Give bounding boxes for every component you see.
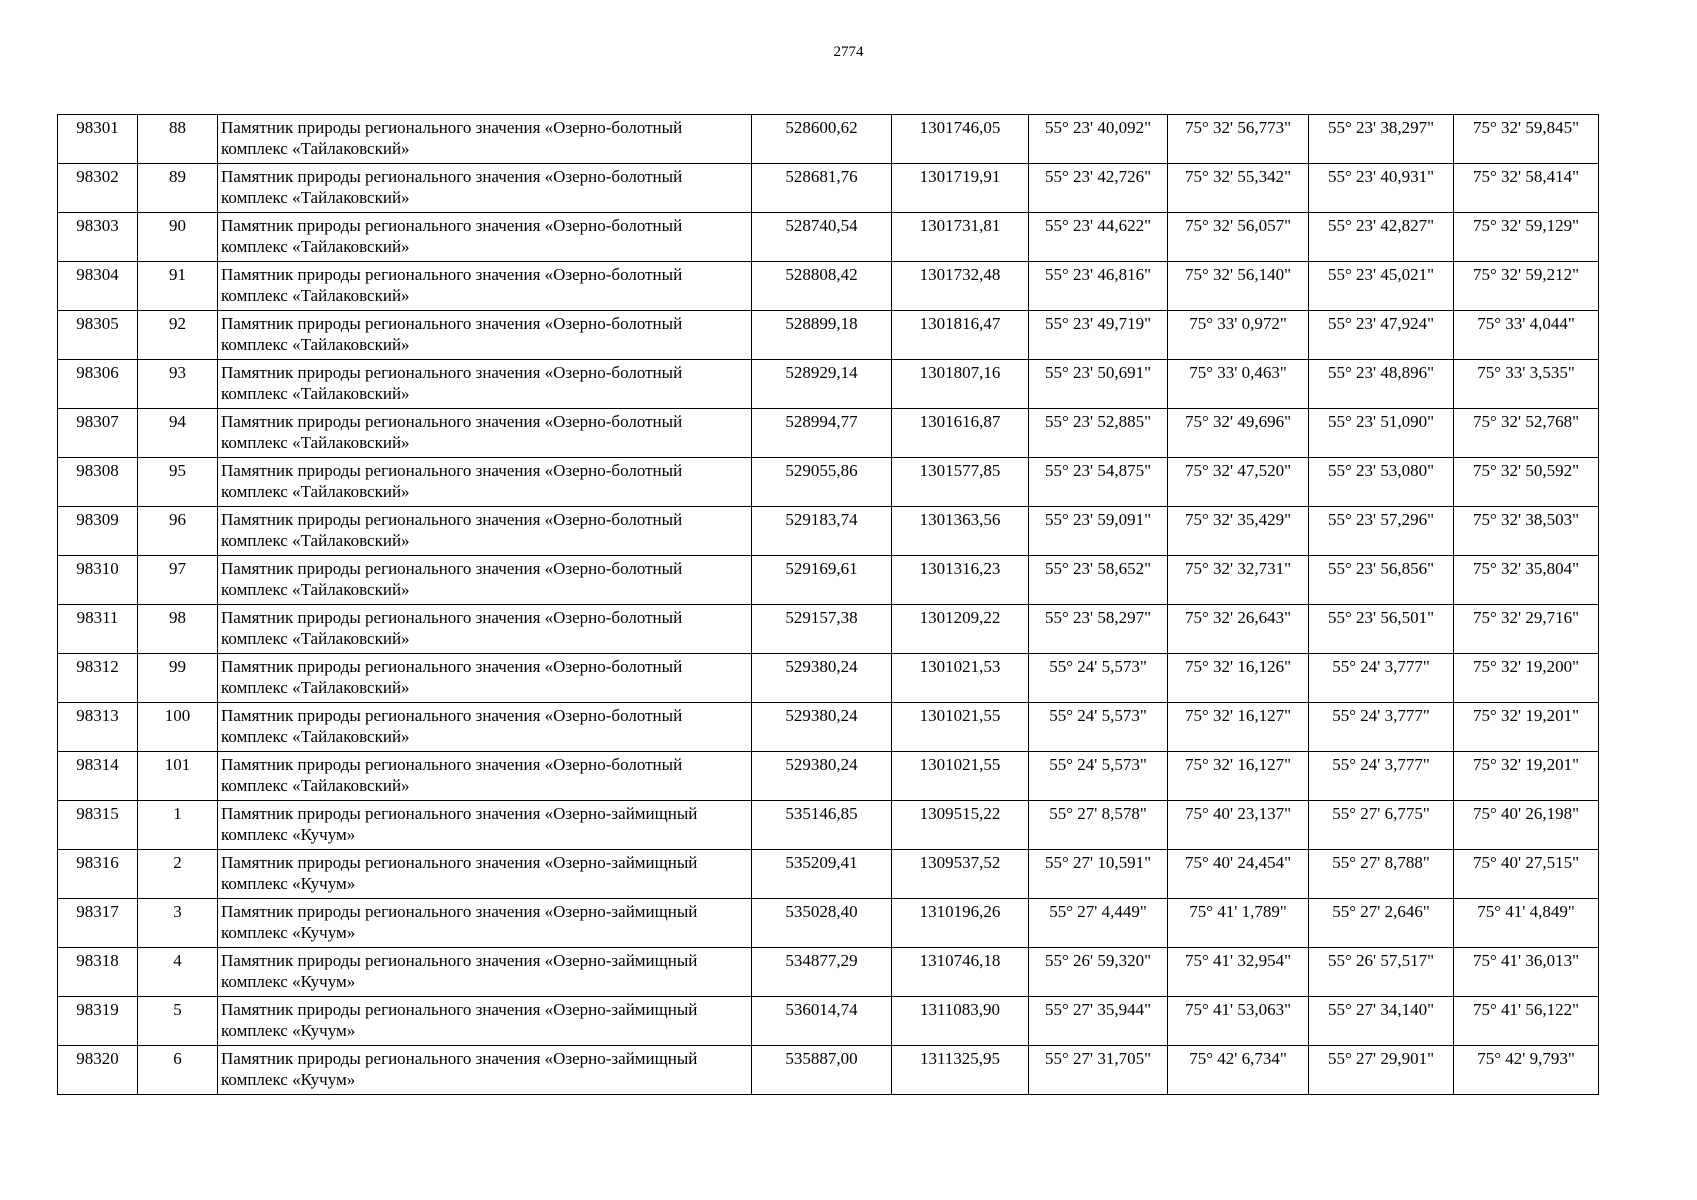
- cell-y-coordinate: 1301577,85: [892, 458, 1029, 507]
- cell-latitude-2: 55° 24' 3,777": [1309, 654, 1454, 703]
- table-row: [58, 703, 1599, 752]
- cell-latitude-2: 55° 23' 51,090": [1309, 409, 1454, 458]
- table-row: [58, 164, 1599, 213]
- cell-record-id: 98301: [58, 115, 138, 164]
- cell-longitude-2: 75° 33' 3,535": [1454, 360, 1599, 409]
- cell-latitude-2: 55° 24' 3,777": [1309, 703, 1454, 752]
- cell-longitude-2: 75° 32' 59,129": [1454, 213, 1599, 262]
- cell-point-number: 91: [138, 262, 218, 311]
- cell-x-coordinate: 528899,18: [752, 311, 892, 360]
- cell-x-coordinate: 535146,85: [752, 801, 892, 850]
- cell-point-number: 88: [138, 115, 218, 164]
- cell-object-name: Памятник природы регионального значения «Озерно-болотный комплекс «Тайлаковский»: [218, 556, 752, 605]
- cell-object-name: Памятник природы регионального значения «Озерно-займищный комплекс «Кучум»: [218, 1046, 752, 1095]
- cell-latitude-1: 55° 24' 5,573": [1029, 654, 1168, 703]
- table-row: [58, 752, 1599, 801]
- cell-y-coordinate: 1301316,23: [892, 556, 1029, 605]
- cell-longitude-1: 75° 32' 55,342": [1168, 164, 1309, 213]
- cell-y-coordinate: 1301731,81: [892, 213, 1029, 262]
- cell-longitude-1: 75° 32' 47,520": [1168, 458, 1309, 507]
- cell-latitude-1: 55° 23' 49,719": [1029, 311, 1168, 360]
- cell-longitude-1: 75° 32' 56,773": [1168, 115, 1309, 164]
- cell-object-name: Памятник природы регионального значения «Озерно-болотный комплекс «Тайлаковский»: [218, 360, 752, 409]
- cell-latitude-1: 55° 23' 46,816": [1029, 262, 1168, 311]
- cell-x-coordinate: 529380,24: [752, 654, 892, 703]
- cell-object-name: Памятник природы регионального значения «Озерно-займищный комплекс «Кучум»: [218, 899, 752, 948]
- table-row: [58, 507, 1599, 556]
- cell-longitude-2: 75° 32' 50,592": [1454, 458, 1599, 507]
- cell-object-name: Памятник природы регионального значения «Озерно-болотный комплекс «Тайлаковский»: [218, 654, 752, 703]
- cell-longitude-2: 75° 32' 19,201": [1454, 752, 1599, 801]
- cell-record-id: 98316: [58, 850, 138, 899]
- cell-record-id: 98305: [58, 311, 138, 360]
- cell-point-number: 89: [138, 164, 218, 213]
- cell-latitude-2: 55° 24' 3,777": [1309, 752, 1454, 801]
- cell-record-id: 98317: [58, 899, 138, 948]
- cell-longitude-1: 75° 42' 6,734": [1168, 1046, 1309, 1095]
- cell-latitude-2: 55° 23' 45,021": [1309, 262, 1454, 311]
- cell-y-coordinate: 1311083,90: [892, 997, 1029, 1046]
- cell-longitude-1: 75° 41' 32,954": [1168, 948, 1309, 997]
- cell-object-name: Памятник природы регионального значения «Озерно-болотный комплекс «Тайлаковский»: [218, 703, 752, 752]
- cell-y-coordinate: 1301363,56: [892, 507, 1029, 556]
- cell-latitude-2: 55° 27' 6,775": [1309, 801, 1454, 850]
- cell-y-coordinate: 1301616,87: [892, 409, 1029, 458]
- cell-object-name: Памятник природы регионального значения «Озерно-займищный комплекс «Кучум»: [218, 948, 752, 997]
- cell-latitude-2: 55° 27' 29,901": [1309, 1046, 1454, 1095]
- cell-longitude-2: 75° 32' 59,845": [1454, 115, 1599, 164]
- cell-object-name: Памятник природы регионального значения «Озерно-болотный комплекс «Тайлаковский»: [218, 262, 752, 311]
- table-row: [58, 409, 1599, 458]
- cell-longitude-2: 75° 33' 4,044": [1454, 311, 1599, 360]
- cell-latitude-2: 55° 27' 34,140": [1309, 997, 1454, 1046]
- page-number: 2774: [833, 44, 864, 60]
- cell-longitude-1: 75° 32' 49,696": [1168, 409, 1309, 458]
- cell-y-coordinate: 1309515,22: [892, 801, 1029, 850]
- cell-record-id: 98314: [58, 752, 138, 801]
- cell-latitude-1: 55° 23' 59,091": [1029, 507, 1168, 556]
- cell-point-number: 3: [138, 899, 218, 948]
- cell-x-coordinate: 529380,24: [752, 703, 892, 752]
- cell-longitude-2: 75° 42' 9,793": [1454, 1046, 1599, 1095]
- cell-object-name: Памятник природы регионального значения «Озерно-болотный комплекс «Тайлаковский»: [218, 115, 752, 164]
- table-row: [58, 948, 1599, 997]
- cell-y-coordinate: 1301807,16: [892, 360, 1029, 409]
- cell-longitude-2: 75° 40' 26,198": [1454, 801, 1599, 850]
- cell-y-coordinate: 1301021,53: [892, 654, 1029, 703]
- cell-latitude-1: 55° 23' 52,885": [1029, 409, 1168, 458]
- cell-longitude-2: 75° 32' 19,201": [1454, 703, 1599, 752]
- table-row: [58, 605, 1599, 654]
- table-row: [58, 997, 1599, 1046]
- cell-x-coordinate: 536014,74: [752, 997, 892, 1046]
- cell-record-id: 98309: [58, 507, 138, 556]
- cell-object-name: Памятник природы регионального значения «Озерно-болотный комплекс «Тайлаковский»: [218, 311, 752, 360]
- cell-point-number: 101: [138, 752, 218, 801]
- cell-record-id: 98320: [58, 1046, 138, 1095]
- cell-point-number: 93: [138, 360, 218, 409]
- cell-y-coordinate: 1301021,55: [892, 703, 1029, 752]
- cell-longitude-2: 75° 41' 4,849": [1454, 899, 1599, 948]
- table-row: [58, 899, 1599, 948]
- cell-latitude-1: 55° 27' 4,449": [1029, 899, 1168, 948]
- cell-y-coordinate: 1301719,91: [892, 164, 1029, 213]
- table-row: [58, 654, 1599, 703]
- cell-x-coordinate: 529055,86: [752, 458, 892, 507]
- cell-y-coordinate: 1309537,52: [892, 850, 1029, 899]
- cell-point-number: 94: [138, 409, 218, 458]
- cell-x-coordinate: 529183,74: [752, 507, 892, 556]
- table-row: [58, 262, 1599, 311]
- cell-object-name: Памятник природы регионального значения «Озерно-займищный комплекс «Кучум»: [218, 850, 752, 899]
- cell-latitude-1: 55° 23' 44,622": [1029, 213, 1168, 262]
- cell-record-id: 98312: [58, 654, 138, 703]
- cell-point-number: 96: [138, 507, 218, 556]
- cell-x-coordinate: 535209,41: [752, 850, 892, 899]
- coordinates-table: [57, 114, 1599, 1095]
- cell-record-id: 98310: [58, 556, 138, 605]
- cell-longitude-1: 75° 33' 0,972": [1168, 311, 1309, 360]
- cell-latitude-2: 55° 23' 56,856": [1309, 556, 1454, 605]
- cell-longitude-1: 75° 32' 56,057": [1168, 213, 1309, 262]
- cell-record-id: 98318: [58, 948, 138, 997]
- cell-longitude-2: 75° 32' 59,212": [1454, 262, 1599, 311]
- cell-point-number: 95: [138, 458, 218, 507]
- table-row: [58, 311, 1599, 360]
- cell-x-coordinate: 529157,38: [752, 605, 892, 654]
- cell-y-coordinate: 1310196,26: [892, 899, 1029, 948]
- cell-longitude-1: 75° 41' 53,063": [1168, 997, 1309, 1046]
- cell-x-coordinate: 528994,77: [752, 409, 892, 458]
- cell-y-coordinate: 1310746,18: [892, 948, 1029, 997]
- cell-latitude-1: 55° 23' 40,092": [1029, 115, 1168, 164]
- table-row: [58, 213, 1599, 262]
- cell-x-coordinate: 528600,62: [752, 115, 892, 164]
- cell-record-id: 98306: [58, 360, 138, 409]
- cell-object-name: Памятник природы регионального значения «Озерно-болотный комплекс «Тайлаковский»: [218, 164, 752, 213]
- cell-x-coordinate: 534877,29: [752, 948, 892, 997]
- cell-point-number: 4: [138, 948, 218, 997]
- cell-point-number: 1: [138, 801, 218, 850]
- cell-y-coordinate: 1301732,48: [892, 262, 1029, 311]
- cell-longitude-1: 75° 32' 35,429": [1168, 507, 1309, 556]
- cell-latitude-2: 55° 23' 47,924": [1309, 311, 1454, 360]
- cell-latitude-2: 55° 23' 38,297": [1309, 115, 1454, 164]
- cell-record-id: 98303: [58, 213, 138, 262]
- cell-latitude-2: 55° 23' 48,896": [1309, 360, 1454, 409]
- cell-point-number: 92: [138, 311, 218, 360]
- table-row: [58, 850, 1599, 899]
- cell-object-name: Памятник природы регионального значения «Озерно-болотный комплекс «Тайлаковский»: [218, 458, 752, 507]
- cell-longitude-1: 75° 32' 56,140": [1168, 262, 1309, 311]
- cell-x-coordinate: 528681,76: [752, 164, 892, 213]
- cell-object-name: Памятник природы регионального значения «Озерно-болотный комплекс «Тайлаковский»: [218, 605, 752, 654]
- cell-longitude-1: 75° 32' 16,127": [1168, 703, 1309, 752]
- table-row: [58, 115, 1599, 164]
- cell-object-name: Памятник природы регионального значения «Озерно-болотный комплекс «Тайлаковский»: [218, 507, 752, 556]
- cell-longitude-1: 75° 32' 32,731": [1168, 556, 1309, 605]
- cell-object-name: Памятник природы регионального значения «Озерно-займищный комплекс «Кучум»: [218, 997, 752, 1046]
- cell-point-number: 6: [138, 1046, 218, 1095]
- cell-latitude-1: 55° 27' 31,705": [1029, 1046, 1168, 1095]
- cell-latitude-1: 55° 23' 42,726": [1029, 164, 1168, 213]
- table-row: [58, 458, 1599, 507]
- table-body: [58, 115, 1599, 1095]
- cell-longitude-2: 75° 32' 52,768": [1454, 409, 1599, 458]
- cell-record-id: 98315: [58, 801, 138, 850]
- cell-record-id: 98308: [58, 458, 138, 507]
- cell-x-coordinate: 535887,00: [752, 1046, 892, 1095]
- cell-longitude-2: 75° 32' 29,716": [1454, 605, 1599, 654]
- cell-longitude-1: 75° 41' 1,789": [1168, 899, 1309, 948]
- cell-latitude-1: 55° 23' 58,652": [1029, 556, 1168, 605]
- cell-latitude-1: 55° 23' 58,297": [1029, 605, 1168, 654]
- cell-latitude-1: 55° 26' 59,320": [1029, 948, 1168, 997]
- cell-latitude-1: 55° 24' 5,573": [1029, 752, 1168, 801]
- cell-latitude-1: 55° 27' 10,591": [1029, 850, 1168, 899]
- cell-point-number: 99: [138, 654, 218, 703]
- cell-x-coordinate: 528929,14: [752, 360, 892, 409]
- cell-y-coordinate: 1301746,05: [892, 115, 1029, 164]
- cell-object-name: Памятник природы регионального значения «Озерно-болотный комплекс «Тайлаковский»: [218, 409, 752, 458]
- cell-object-name: Памятник природы регионального значения «Озерно-займищный комплекс «Кучум»: [218, 801, 752, 850]
- cell-object-name: Памятник природы регионального значения «Озерно-болотный комплекс «Тайлаковский»: [218, 213, 752, 262]
- cell-point-number: 97: [138, 556, 218, 605]
- table-row: [58, 360, 1599, 409]
- cell-longitude-2: 75° 41' 56,122": [1454, 997, 1599, 1046]
- cell-point-number: 100: [138, 703, 218, 752]
- table-row: [58, 1046, 1599, 1095]
- cell-y-coordinate: 1311325,95: [892, 1046, 1029, 1095]
- cell-record-id: 98319: [58, 997, 138, 1046]
- cell-record-id: 98307: [58, 409, 138, 458]
- cell-longitude-1: 75° 32' 16,126": [1168, 654, 1309, 703]
- cell-point-number: 90: [138, 213, 218, 262]
- cell-x-coordinate: 529380,24: [752, 752, 892, 801]
- cell-longitude-2: 75° 32' 35,804": [1454, 556, 1599, 605]
- cell-longitude-1: 75° 32' 26,643": [1168, 605, 1309, 654]
- table-row: [58, 801, 1599, 850]
- cell-record-id: 98304: [58, 262, 138, 311]
- cell-longitude-2: 75° 32' 19,200": [1454, 654, 1599, 703]
- cell-latitude-1: 55° 24' 5,573": [1029, 703, 1168, 752]
- cell-longitude-1: 75° 33' 0,463": [1168, 360, 1309, 409]
- cell-x-coordinate: 528740,54: [752, 213, 892, 262]
- cell-latitude-1: 55° 23' 50,691": [1029, 360, 1168, 409]
- cell-latitude-1: 55° 23' 54,875": [1029, 458, 1168, 507]
- cell-point-number: 98: [138, 605, 218, 654]
- cell-latitude-2: 55° 23' 53,080": [1309, 458, 1454, 507]
- cell-record-id: 98302: [58, 164, 138, 213]
- cell-x-coordinate: 529169,61: [752, 556, 892, 605]
- cell-longitude-1: 75° 40' 23,137": [1168, 801, 1309, 850]
- cell-longitude-1: 75° 32' 16,127": [1168, 752, 1309, 801]
- cell-latitude-2: 55° 23' 57,296": [1309, 507, 1454, 556]
- cell-longitude-2: 75° 41' 36,013": [1454, 948, 1599, 997]
- cell-longitude-1: 75° 40' 24,454": [1168, 850, 1309, 899]
- cell-y-coordinate: 1301209,22: [892, 605, 1029, 654]
- cell-object-name: Памятник природы регионального значения «Озерно-болотный комплекс «Тайлаковский»: [218, 752, 752, 801]
- cell-x-coordinate: 528808,42: [752, 262, 892, 311]
- cell-longitude-2: 75° 32' 58,414": [1454, 164, 1599, 213]
- cell-latitude-2: 55° 27' 2,646": [1309, 899, 1454, 948]
- cell-record-id: 98311: [58, 605, 138, 654]
- cell-longitude-2: 75° 40' 27,515": [1454, 850, 1599, 899]
- cell-latitude-1: 55° 27' 35,944": [1029, 997, 1168, 1046]
- cell-latitude-2: 55° 23' 56,501": [1309, 605, 1454, 654]
- cell-latitude-1: 55° 27' 8,578": [1029, 801, 1168, 850]
- cell-longitude-2: 75° 32' 38,503": [1454, 507, 1599, 556]
- cell-y-coordinate: 1301816,47: [892, 311, 1029, 360]
- cell-latitude-2: 55° 23' 40,931": [1309, 164, 1454, 213]
- cell-point-number: 2: [138, 850, 218, 899]
- cell-record-id: 98313: [58, 703, 138, 752]
- cell-latitude-2: 55° 23' 42,827": [1309, 213, 1454, 262]
- table-row: [58, 556, 1599, 605]
- cell-latitude-2: 55° 26' 57,517": [1309, 948, 1454, 997]
- cell-x-coordinate: 535028,40: [752, 899, 892, 948]
- cell-point-number: 5: [138, 997, 218, 1046]
- cell-latitude-2: 55° 27' 8,788": [1309, 850, 1454, 899]
- cell-y-coordinate: 1301021,55: [892, 752, 1029, 801]
